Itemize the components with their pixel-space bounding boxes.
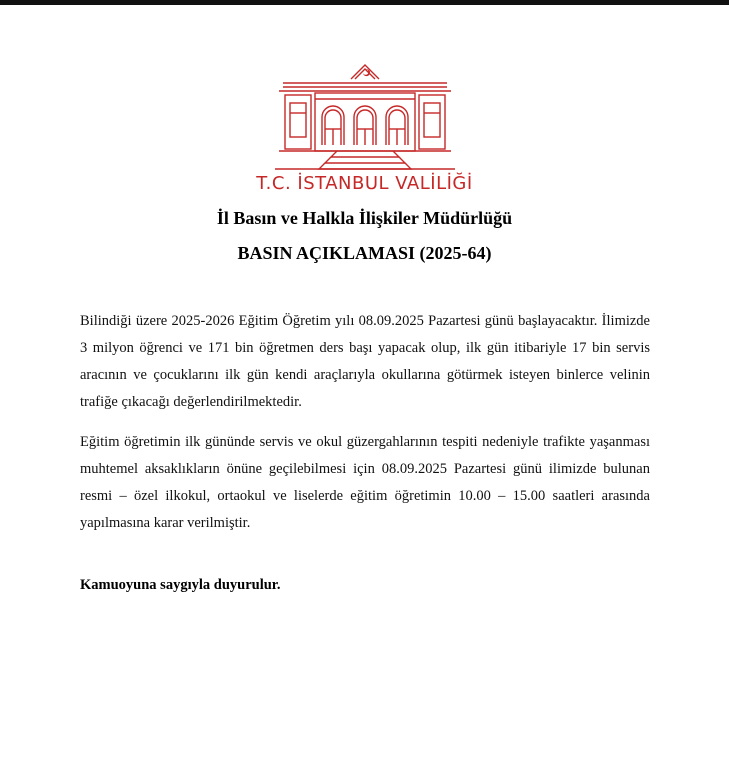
- paragraph-2: Eğitim öğretimin ilk gününde servis ve okul güzergahlarının tespiti nedeniyle trafikte yaşanması muhtemel aksaklıkların önüne geçilebilmesi için 08.09.2025 Pazartesi günü ilimizde bulunan resmi – özel ilkokul, ortaokul ve liselerde eğitim öğretimin 10.00 – 15.00 saatleri arasında yapılmasına karar verilmiştir.: [80, 434, 650, 531]
- department-name: İl Basın ve Halkla İlişkiler Müdürlüğü: [216, 208, 513, 228]
- governorship-building-logo-icon: [275, 53, 455, 173]
- paragraph-1: Bilindiği üzere 2025-2026 Eğitim Öğretim yılı 08.09.2025 Pazartesi günü başlayacaktır. İlimizde 3 milyon öğrenci ve 171 bin öğretmen ders başı yapacak olup, ilk gün itibariyle 17 bin servis aracının ve çocuklarını ilk gün kendi araçlarıyla okullarına götürmek isteyen binlerce velinin trafiğe çıkacağı değerlendirilmektedir.: [80, 313, 650, 410]
- closing-line: Kamuoyuna saygıyla duyurulur.: [80, 577, 281, 593]
- organization-name: T.C. İSTANBUL VALİLİĞİ: [256, 173, 473, 194]
- document-title: BASIN AÇIKLAMASI (2025-64): [237, 243, 492, 263]
- press-release-document: [0, 5, 729, 768]
